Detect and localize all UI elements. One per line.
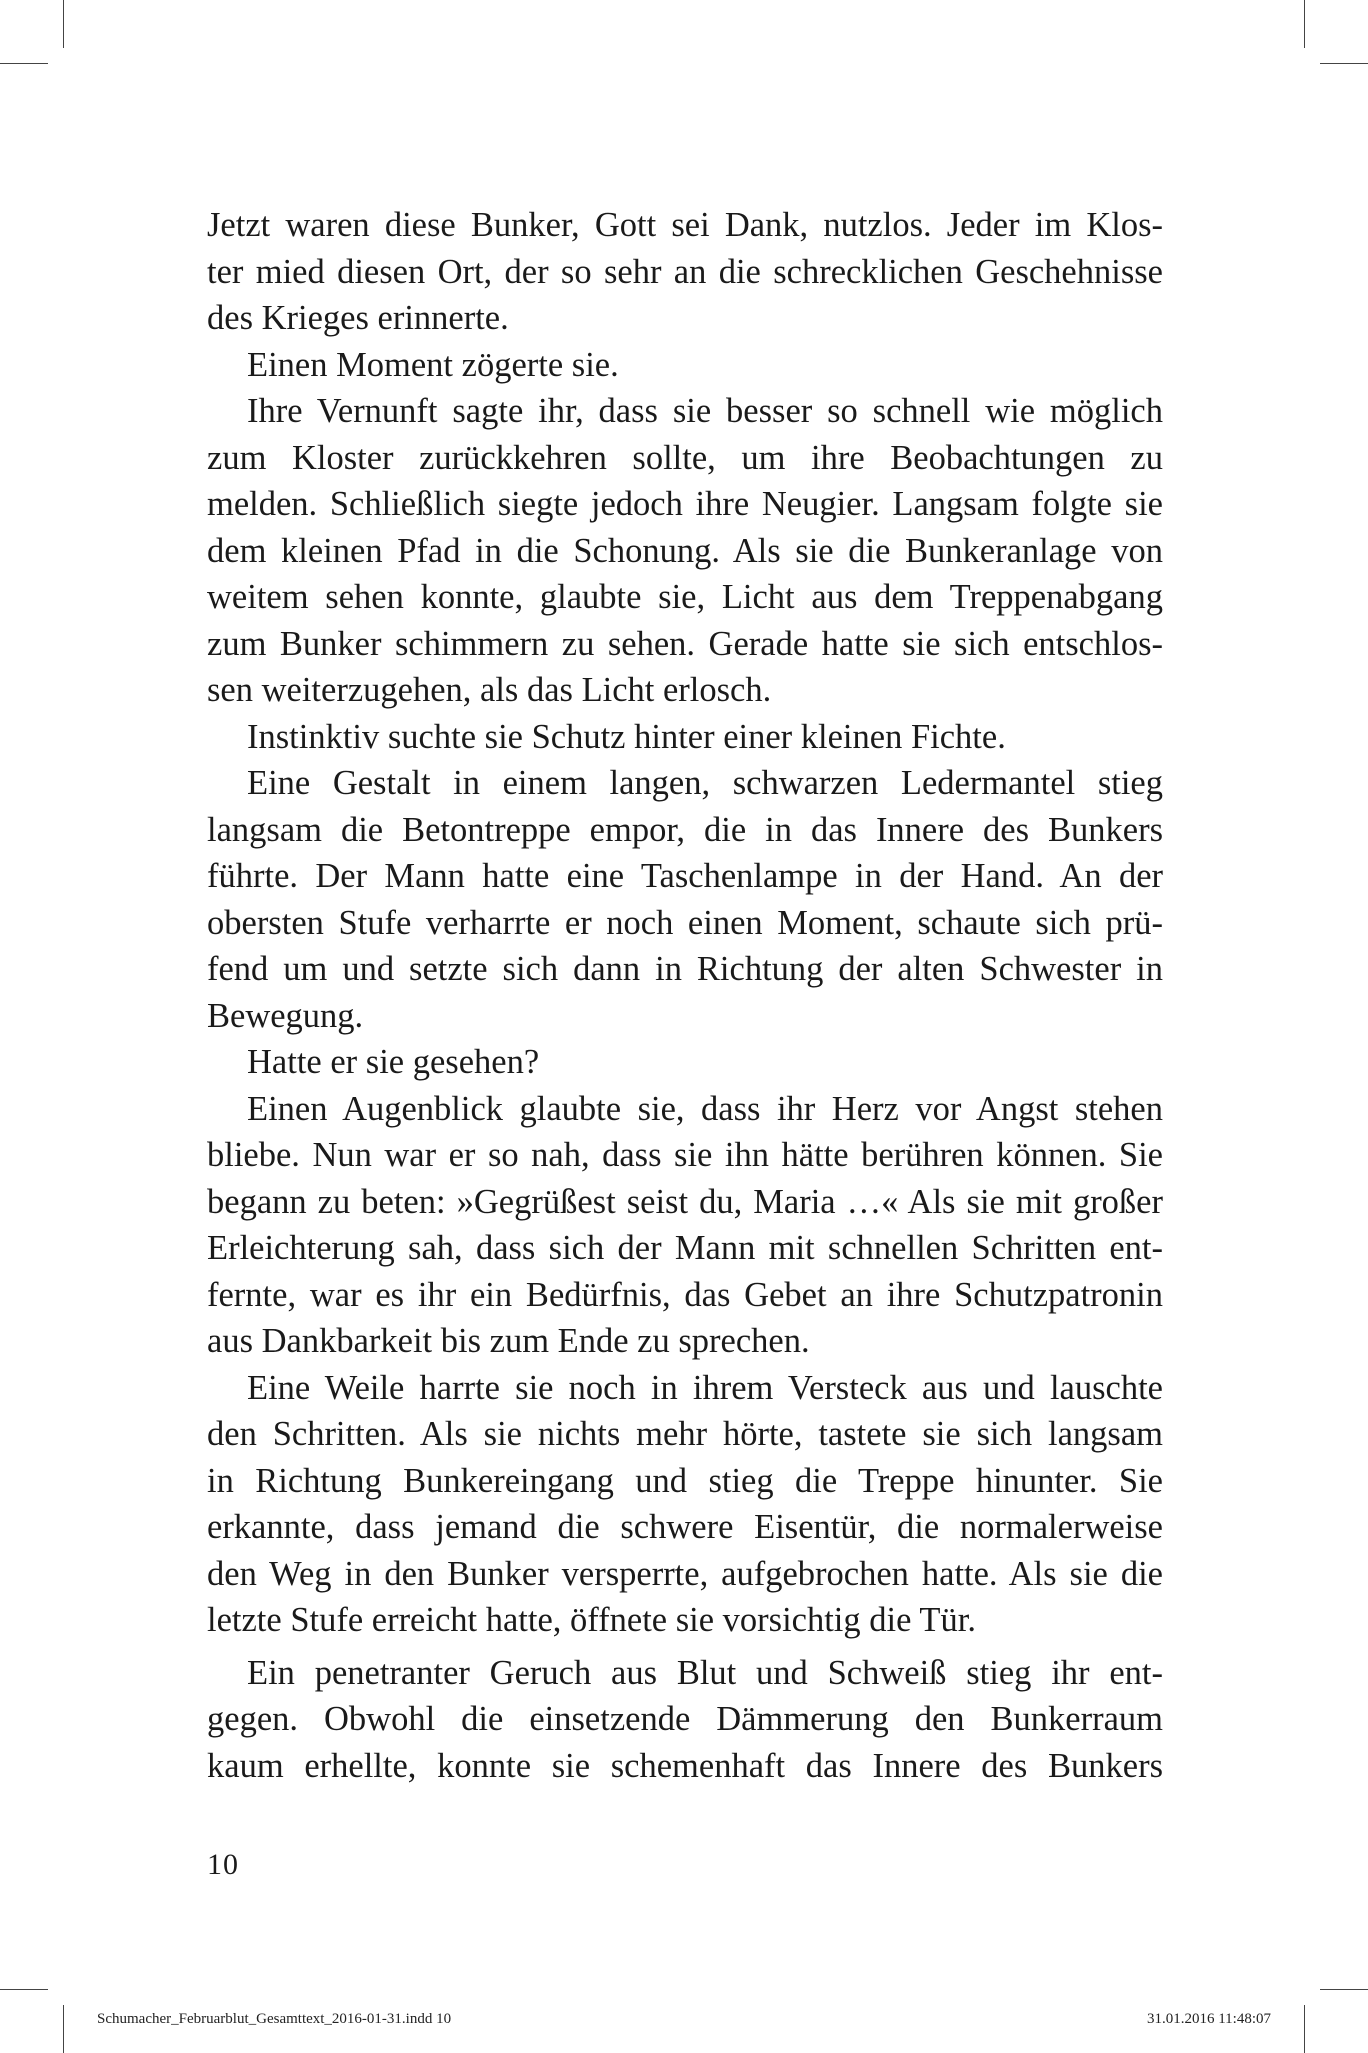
paragraph [207,1086,1163,1365]
text-line: zum Bunker schimmern zu sehen. Gerade hatte sie sich entschlos- [207,624,1163,663]
paragraph [207,342,1163,389]
paragraph [207,760,1163,1039]
text-line: in Richtung Bunkereingang und stieg die Treppe hinunter. Sie [207,1461,1163,1500]
text-line: des Krieges erinnerte. [207,299,509,337]
text-line: Hatte er sie gesehen? [247,1043,540,1081]
text-line: Instinktiv suchte sie Schutz hinter einer kleinen Fichte. [247,717,1006,756]
paragraph [207,202,1163,342]
text-line: den Weg in den Bunker versperrte, aufgebrochen hatte. Als sie die [207,1554,1163,1593]
text-line: Eine Weile harrte sie noch in ihrem Versteck aus und lauschte [247,1368,1163,1407]
crop-mark-top-right [1304,0,1305,48]
text-line: bliebe. Nun war er so nah, dass sie ihn hätte berühren können. Sie [207,1136,1163,1174]
text-line: erkannte, dass jemand die schwere Eisentür, die normalerweise [207,1508,1163,1546]
text-line: Einen Moment zögerte sie. [247,345,619,384]
text-line: dem kleinen Pfad in die Schonung. Als sie die Bunkeranlage von [207,531,1163,570]
text-line: Eine Gestalt in einem langen, schwarzen Ledermantel stieg [247,764,1163,802]
crop-mark-bottom-left [63,2005,64,2053]
slug-filename: Schumacher_Februarblut_Gesamttext_2016-01-31.indd 10 [97,2011,452,2027]
crop-mark-top-left-h [0,63,48,64]
text-line: fend um und setzte sich dann in Richtung der alten Schwester in [207,950,1163,988]
text-line: ter mied diesen Ort, der so sehr an die schrecklichen Geschehnisse [207,252,1163,291]
text-line: den Schritten. Als sie nichts mehr hörte, tastete sie sich langsam [207,1415,1163,1453]
crop-mark-bottom-right-h [1320,1989,1368,1990]
text-line: Ihre Vernunft sagte ihr, dass sie besser so schnell wie möglich [247,392,1163,430]
text-line: aus Dankbarkeit bis zum Ende zu sprechen. [207,1322,810,1360]
crop-mark-top-right-h [1320,63,1368,64]
slug-datetime: 31.01.2016 11:48:07 [1146,2011,1271,2027]
text-line: zum Kloster zurückkehren sollte, um ihre Beobachtungen zu [207,438,1163,477]
text-line: Jetzt waren diese Bunker, Gott sei Dank, nutzlos. Jeder im Klos- [207,206,1163,244]
text-line: sen weiterzugehen, als das Licht erlosch. [207,671,772,709]
crop-mark-bottom-right [1304,2005,1305,2053]
paragraph [207,388,1163,714]
body-text [207,202,1163,1789]
page-number: 10 [207,1848,239,1881]
text-line: weitem sehen konnte, glaubte sie, Licht aus dem Treppenabgang [207,578,1163,616]
paragraph [207,714,1163,761]
paragraph [207,1650,1163,1790]
text-line: kaum erhellte, konnte sie schemenhaft das Innere des Bunkers [207,1746,1163,1785]
text-line: fernte, war es ihr ein Bedürfnis, das Gebet an ihre Schutzpatronin [207,1275,1163,1314]
paragraph [207,1039,1163,1086]
text-line: Bewegung. [207,996,364,1035]
crop-mark-bottom-left-h [0,1989,48,1990]
text-line: Erleichterung sah, dass sich der Mann mit schnellen Schritten ent- [207,1229,1163,1267]
text-line: gegen. Obwohl die einsetzende Dämmerung den Bunkerraum [207,1700,1163,1738]
text-line: obersten Stufe verharrte er noch einen Moment, schaute sich prü- [207,903,1163,942]
text-line: letzte Stufe erreicht hatte, öffnete sie vorsichtig die Tür. [207,1601,976,1639]
text-line: Ein penetranter Geruch aus Blut und Schweiß stieg ihr ent- [247,1653,1163,1692]
text-line: begann zu beten: »Gegrüßest seist du, Maria …« Als sie mit großer [207,1182,1163,1221]
text-line: langsam die Betontreppe empor, die in das Innere des Bunkers [207,810,1163,849]
text-line: führte. Der Mann hatte eine Taschenlampe in der Hand. An der [207,857,1163,895]
text-line: melden. Schließlich siegte jedoch ihre Neugier. Langsam folgte sie [207,485,1163,523]
paragraph [207,1365,1163,1644]
crop-mark-top-left [63,0,64,48]
text-line: Einen Augenblick glaubte sie, dass ihr Herz vor Angst stehen [247,1089,1163,1128]
